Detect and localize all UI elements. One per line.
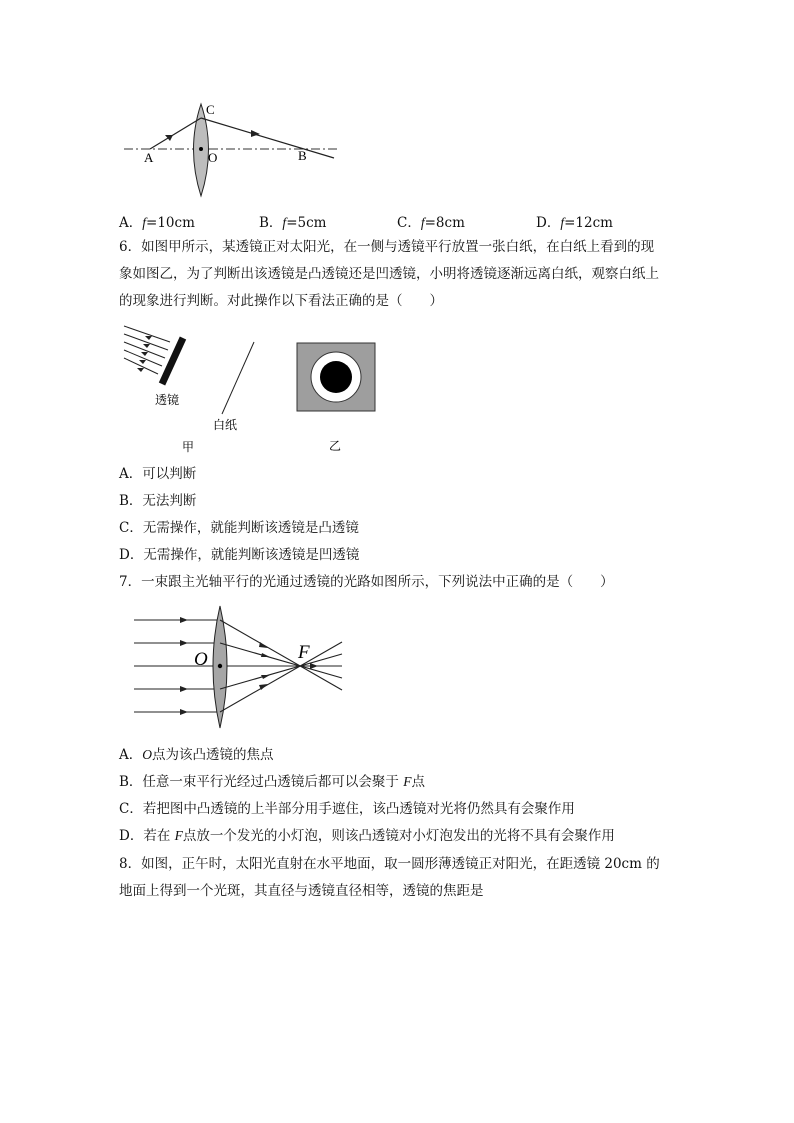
- q7-option-c[interactable]: [119, 799, 575, 819]
- option-var: F: [403, 774, 412, 789]
- label-b: B: [298, 148, 307, 163]
- q5-option-b[interactable]: [259, 211, 326, 231]
- label-a: A: [144, 150, 154, 165]
- option-value: =10cm: [146, 215, 195, 231]
- q6-option-c[interactable]: C．无需操作，就能判断该透镜是凸透镜: [119, 520, 359, 536]
- option-key: C．: [397, 215, 421, 231]
- option-post: 点: [411, 774, 425, 790]
- option-post: 点为该凸透镜的焦点: [152, 747, 274, 763]
- caption-yi: 乙: [329, 439, 342, 453]
- optical-center-dot: [199, 147, 203, 151]
- option-var: f: [142, 215, 147, 230]
- option-pre: B．任意一束平行光经过凸透镜后都可以会聚于: [119, 774, 404, 790]
- option-var: F: [174, 828, 183, 843]
- q6-stem-line-3: 的现象进行判断。对此操作以下看法正确的是（ ）: [119, 293, 443, 309]
- q6-figure-yi: [294, 340, 380, 458]
- paper-label: 白纸: [213, 418, 238, 432]
- sunlight-rays: [124, 326, 170, 374]
- q6-option-a[interactable]: A．可以判断: [119, 466, 197, 482]
- q7-option-a[interactable]: [119, 745, 274, 765]
- option-pre: A．: [119, 747, 143, 763]
- option-pre: D．若在: [119, 828, 175, 844]
- option-key: A．: [119, 215, 143, 231]
- q5-option-c[interactable]: [397, 211, 465, 231]
- q7-convex-lens-diagram: [128, 600, 348, 736]
- white-paper: [222, 342, 254, 414]
- option-var: f: [560, 215, 565, 230]
- q6-stem-line-2: 象如图乙，为了判断出该透镜是凸透镜还是凹透镜，小明将透镜逐渐远离白纸，观察白纸上: [119, 266, 659, 282]
- option-pre: C．若把图中凸透镜的上半部分用手遮住，该凸透镜对光将仍然具有会聚作用: [119, 801, 575, 817]
- label-f: F: [298, 642, 310, 663]
- q7-stem: 7．一束跟主光轴平行的光通过透镜的光路如图所示，下列说法中正确的是（ ）: [119, 574, 614, 590]
- option-var: f: [282, 215, 287, 230]
- label-c: C: [206, 102, 215, 117]
- option-var: O: [142, 747, 152, 762]
- q5-option-a[interactable]: [119, 211, 195, 231]
- q6-stem-line-1: 6．如图甲所示，某透镜正对太阳光，在一侧与透镜平行放置一张白纸，在白纸上看到的现: [119, 239, 655, 255]
- q8-stem-line-1: 8．如图，正午时，太阳光直射在水平地面，取一圆形薄透镜正对阳光，在距透镜 20cm 的: [119, 856, 660, 872]
- q6-option-d[interactable]: D．无需操作，就能判断该透镜是凹透镜: [119, 547, 360, 563]
- incident-ray-arrow: [165, 135, 173, 141]
- dark-spot: [320, 361, 352, 393]
- lens-bar: [162, 338, 183, 384]
- q7-option-d[interactable]: [119, 826, 615, 846]
- option-value: =5cm: [286, 215, 327, 231]
- optical-center-dot: [218, 664, 222, 668]
- q7-option-b[interactable]: [119, 772, 425, 792]
- option-var: f: [420, 215, 425, 230]
- option-key: D．: [536, 215, 561, 231]
- label-o: O: [194, 649, 208, 670]
- q8-stem-line-2: 地面上得到一个光斑，其直径与透镜直径相等，透镜的焦距是: [119, 883, 484, 899]
- option-post: 点放一个发光的小灯泡，则该凸透镜对小灯泡发出的光将不具有会聚作用: [182, 828, 615, 844]
- option-value: =8cm: [424, 215, 465, 231]
- option-value: =12cm: [564, 215, 613, 231]
- q5-option-d[interactable]: [536, 211, 613, 231]
- option-key: B．: [259, 215, 283, 231]
- refracted-ray: [201, 118, 334, 158]
- q6-option-b[interactable]: B．无法判断: [119, 493, 197, 509]
- label-o: O: [208, 150, 218, 165]
- caption-jia: 甲: [182, 440, 195, 454]
- lens-label: 透镜: [155, 393, 180, 407]
- q6-figure-jia: [118, 318, 268, 458]
- q5-lens-diagram: [118, 96, 348, 202]
